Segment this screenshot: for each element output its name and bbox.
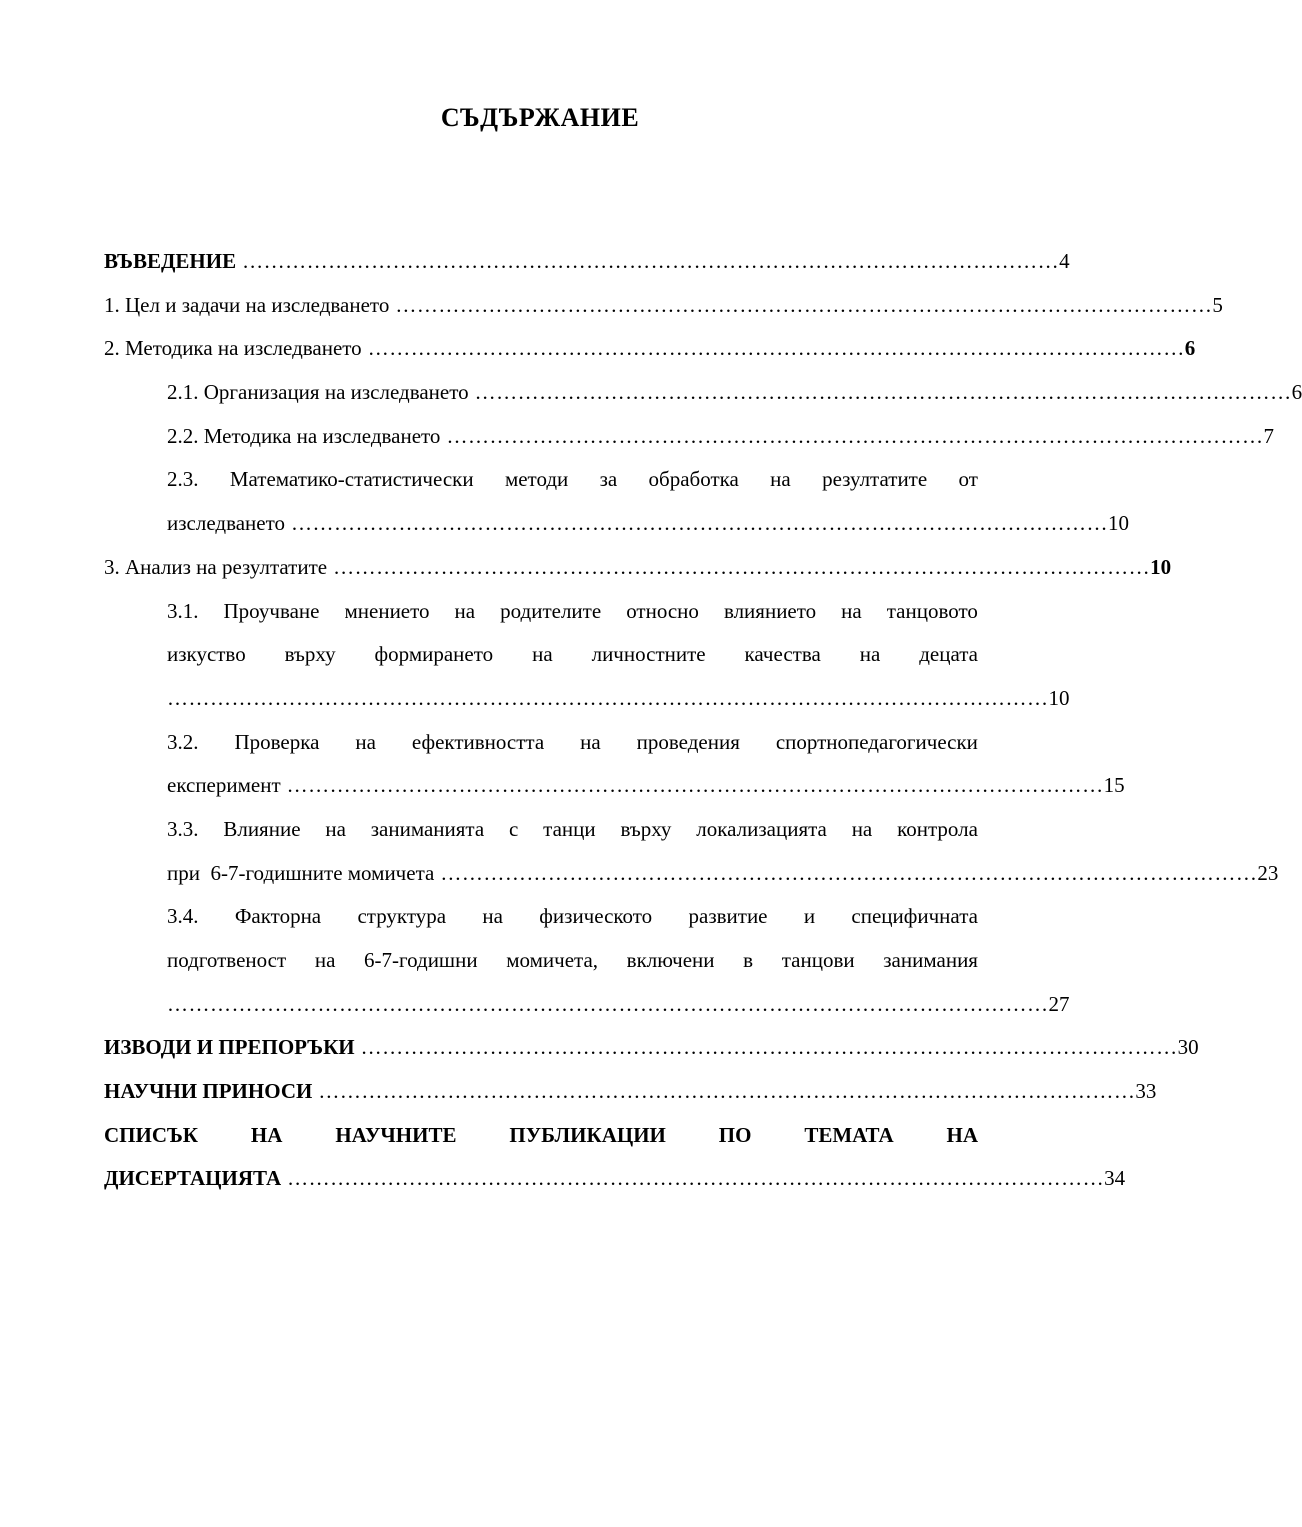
toc-entry-label: 2.1. Организация на изследването — [167, 380, 469, 405]
dot-leader: …………………………………………………………………………………………………… — [318, 1079, 1136, 1104]
toc-word: на — [859, 642, 881, 667]
toc-page-number: 6 — [1291, 380, 1302, 405]
toc-word: локализацията — [696, 816, 827, 841]
toc-entry-3-3-line2[interactable] — [167, 852, 1279, 896]
toc-word: физическото — [539, 904, 653, 929]
toc-entry-label: експеримент — [167, 773, 281, 798]
toc-page-number: 10 — [1048, 685, 1070, 710]
toc-word: заниманията — [370, 816, 485, 841]
toc-entry-label: 3. Анализ на резултатите — [104, 554, 328, 579]
toc-word: от — [958, 467, 978, 492]
toc-word: на — [770, 467, 791, 492]
toc-entry-3-3-line1[interactable] — [167, 808, 978, 852]
toc-word: НА — [250, 1122, 283, 1147]
page-title: СЪДЪРЖАНИЕ — [440, 103, 640, 132]
toc-entry-2-3-line1[interactable] — [167, 458, 978, 502]
toc-word: НА — [946, 1122, 978, 1147]
toc-entry-label: 1. Цел и задачи на изследването — [104, 292, 390, 317]
toc-word: танци — [543, 816, 596, 841]
dot-leader: …………………………………………………………………………………………………… — [395, 292, 1213, 317]
toc-entry-publications-line2[interactable] — [104, 1157, 1126, 1201]
toc-page-number: 33 — [1135, 1079, 1157, 1104]
toc-word: ПУБЛИКАЦИИ — [509, 1122, 666, 1147]
dot-leader: …………………………………………………………………………………………………… — [290, 511, 1108, 536]
toc-word: методи — [504, 467, 569, 492]
toc-word: контрола — [897, 816, 978, 841]
toc-entry-introduction[interactable] — [104, 240, 1070, 284]
toc-word: занимания — [883, 948, 978, 972]
toc-entry-3-2-line2[interactable] — [167, 764, 1125, 808]
toc-word: качества — [744, 642, 821, 667]
toc-word: специфичната — [851, 904, 978, 929]
toc-entry-3[interactable] — [104, 546, 1172, 590]
toc-entry-label: изследването — [167, 511, 285, 536]
toc-word: Факторна — [234, 904, 322, 929]
toc-word: СПИСЪК — [104, 1122, 199, 1147]
toc-word: в — [743, 948, 754, 972]
toc-entry-label: ДИСЕРТАЦИЯТА — [104, 1166, 282, 1191]
toc-word: Математико-статистически — [229, 467, 474, 492]
toc-entry-label: ВЪВЕДЕНИЕ — [104, 249, 237, 273]
toc-word: 3.1. — [167, 598, 199, 623]
toc-word: върху — [284, 642, 336, 667]
toc-word: 2.3. — [167, 467, 199, 492]
toc-word: на — [532, 642, 553, 667]
toc-entry-3-2-line1[interactable] — [167, 721, 978, 765]
toc-page-number: 6 — [1184, 336, 1196, 361]
toc-word: Проучване — [223, 598, 320, 623]
toc-page-number: 10 — [1107, 511, 1129, 536]
toc-page-number: 27 — [1048, 991, 1070, 1016]
toc-word: обработка — [648, 467, 739, 492]
toc-entry-2-1[interactable] — [167, 371, 1302, 415]
toc-word: момичета, — [506, 948, 599, 972]
toc-word: относно — [626, 598, 699, 623]
toc-word: на — [482, 904, 503, 929]
toc-word: резултатите — [822, 467, 928, 492]
dot-leader: …………………………………………………………………………………………………… — [446, 423, 1264, 448]
toc-word: 3.2. — [167, 729, 199, 754]
toc-word: и — [803, 904, 816, 929]
toc-word: спортнопедагогически — [775, 729, 978, 754]
toc-word: ТЕМАТА — [804, 1122, 894, 1147]
toc-word: подготвеност — [167, 948, 287, 972]
dot-leader: …………………………………………………………………………………………………… — [367, 336, 1185, 361]
toc-word: структура — [357, 904, 447, 929]
toc-word: 6-7-годишни — [364, 948, 478, 972]
toc-entry-3-1-line3[interactable] — [167, 677, 1070, 721]
toc-word: за — [599, 467, 618, 492]
toc-page-number: 7 — [1263, 423, 1274, 448]
toc-entry-1[interactable] — [104, 284, 1223, 328]
toc-word: на — [841, 598, 862, 623]
toc-entry-3-1-line1[interactable] — [167, 590, 978, 634]
toc-entry-3-4-line1[interactable] — [167, 895, 978, 939]
toc-word: на — [454, 598, 476, 623]
toc-word: личностните — [591, 642, 706, 667]
toc-entry-3-4-line3[interactable] — [167, 983, 1070, 1027]
toc-entry-contributions[interactable] — [104, 1070, 1157, 1114]
toc-word: 3.4. — [167, 904, 199, 929]
toc-word: танцовото — [886, 598, 978, 623]
toc-entry-label: ИЗВОДИ И ПРЕПОРЪКИ — [104, 1035, 355, 1060]
toc-page-number: 10 — [1150, 554, 1172, 579]
toc-word: 3.3. — [167, 816, 199, 841]
dot-leader: …………………………………………………………………………………………………… — [333, 554, 1151, 579]
toc-entry-2-2[interactable] — [167, 415, 1274, 459]
toc-word: ПО — [718, 1122, 752, 1147]
toc-word: върху — [620, 816, 672, 841]
table-of-contents — [104, 240, 1302, 1201]
toc-word: развитие — [688, 904, 768, 929]
toc-page-number: 5 — [1212, 292, 1223, 317]
toc-entry-3-1-line2[interactable] — [167, 633, 978, 677]
toc-word: включени — [626, 948, 715, 972]
toc-entry-3-4-line2[interactable] — [167, 939, 978, 983]
toc-page-number: 30 — [1177, 1035, 1199, 1060]
toc-entry-label: 2. Методика на изследването — [104, 336, 362, 361]
toc-entry-2-3-line2[interactable] — [167, 502, 1129, 546]
toc-word: влиянието — [723, 598, 817, 623]
dot-leader: …………………………………………………………………………………………………… — [286, 773, 1104, 798]
toc-word: на — [314, 948, 336, 972]
toc-page-number: 23 — [1257, 860, 1279, 885]
toc-word: проведения — [636, 729, 740, 754]
toc-word: Влияние — [223, 816, 301, 841]
toc-page-number: 34 — [1104, 1166, 1126, 1191]
dot-leader: …………………………………………………………………………………………………… — [287, 1166, 1105, 1191]
toc-page-number: 4 — [1059, 249, 1070, 273]
toc-entry-conclusions[interactable] — [104, 1026, 1199, 1070]
dot-leader: …………………………………………………………………………………………………… — [360, 1035, 1178, 1060]
toc-entry-publications-line1[interactable] — [104, 1114, 978, 1158]
toc-word: родителите — [500, 598, 602, 623]
toc-word: на — [851, 816, 873, 841]
dot-leader: …………………………………………………………………………………………………………… — [167, 991, 1049, 1016]
toc-word: на — [355, 729, 376, 754]
toc-word: на — [325, 816, 346, 841]
toc-entry-2[interactable] — [104, 327, 1196, 371]
toc-word: формирането — [374, 642, 494, 667]
dot-leader: …………………………………………………………………………………………………………… — [167, 685, 1049, 710]
toc-entry-label: 2.2. Методика на изследването — [167, 423, 441, 448]
dot-leader: …………………………………………………………………………………………………… — [242, 249, 1060, 273]
toc-word: на — [580, 729, 601, 754]
toc-word: с — [509, 816, 519, 841]
toc-entry-label: НАУЧНИ ПРИНОСИ — [104, 1079, 313, 1104]
toc-word: Проверка — [234, 729, 320, 754]
toc-word: НАУЧНИТЕ — [335, 1122, 457, 1147]
dot-leader: …………………………………………………………………………………………………… — [474, 380, 1292, 405]
dot-leader: …………………………………………………………………………………………………… — [440, 860, 1258, 885]
toc-word: изкуство — [167, 642, 246, 667]
toc-word: децата — [919, 642, 978, 667]
toc-entry-label: при 6-7-годишните момичета — [167, 860, 435, 885]
toc-word: танцови — [781, 948, 855, 972]
toc-page-number: 15 — [1103, 773, 1125, 798]
toc-word: мнението — [344, 598, 430, 623]
toc-word: ефективността — [411, 729, 545, 754]
